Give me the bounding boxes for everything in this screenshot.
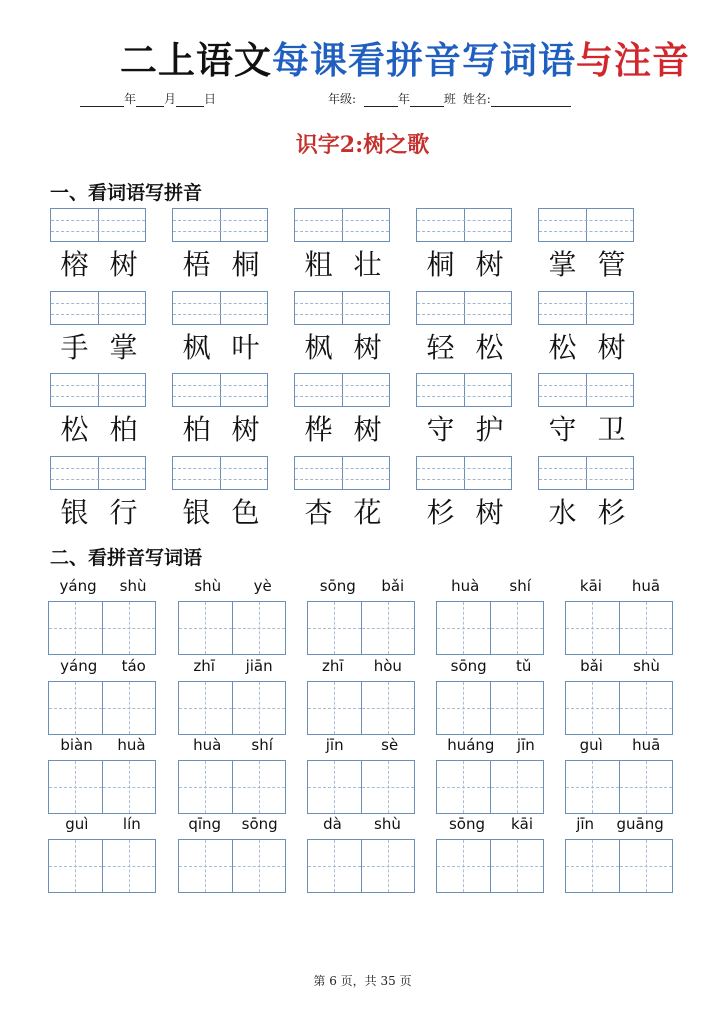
hanzi-word [172,331,270,365]
name-label: 姓名: [462,92,491,106]
character-cell[interactable] [490,602,544,654]
word-item [172,456,270,529]
pinyin-syllable: táo [121,657,146,675]
character-writing-grid [565,760,673,814]
pinyin-syllable: lín [122,815,141,833]
title-part2: 每课看拼音写词语 [272,39,576,82]
character-writing-grid [178,601,286,655]
pinyin-syllable: huā [632,736,661,754]
character-cell[interactable] [437,682,490,734]
pinyin-syllable: guì [65,815,89,833]
character-cell[interactable] [361,840,415,892]
hanzi-char: 粗 [304,248,333,281]
class-blank[interactable] [410,94,444,107]
pinyin-syllable: guāng [616,815,664,833]
word-item [50,291,148,364]
character-cell[interactable] [49,840,102,892]
pinyin-writing-box[interactable] [416,373,512,407]
pinyin-word [565,577,675,597]
hanzi-char: 杉 [426,496,455,529]
character-cell[interactable] [437,840,490,892]
word-item [538,373,636,446]
pinyin-writing-box[interactable] [416,456,512,490]
character-cell[interactable] [179,682,232,734]
pinyin-word [48,577,158,597]
character-cell[interactable] [102,682,156,734]
grade-class-name-field [328,90,571,107]
character-cell[interactable] [179,602,232,654]
word-item [294,208,392,281]
hanzi-char: 轻 [426,331,455,364]
hanzi-char: 叶 [231,331,260,364]
pinyin-word [307,577,417,597]
word-item [538,456,636,529]
hanzi-char: 管 [597,248,626,281]
pinyin-syllable: shù [633,657,660,675]
pinyin-word [307,736,417,756]
hanzi-word [50,496,148,530]
page-footer: 第 6 页，共 35 页 [313,974,412,988]
hanzi-char: 杉 [597,496,626,529]
pinyin-writing-box[interactable] [50,373,146,407]
pinyin-word [48,815,158,835]
character-cell[interactable] [619,602,673,654]
character-writing-grid [48,681,156,735]
pinyin-syllable: yè [253,577,272,595]
character-writing-grid [307,601,415,655]
student-info-line [80,90,680,112]
word-item [416,208,514,281]
hanzi-word [172,248,270,282]
character-writing-grid [48,601,156,655]
character-writing-grid [48,760,156,814]
hanzi-char: 掌 [109,331,138,364]
hanzi-word [294,496,392,530]
character-cell[interactable] [566,602,619,654]
pinyin-syllable: jiān [245,657,273,675]
pinyin-writing-box[interactable] [416,291,512,325]
grade-blank[interactable] [364,94,398,107]
hanzi-char: 树 [475,248,504,281]
pinyin-syllable: huà [117,736,146,754]
pinyin-syllable: shí [251,736,273,754]
character-writing-grid [565,601,673,655]
character-writing-grid [436,839,544,893]
pinyin-syllable: tǔ [515,657,532,675]
character-cell[interactable] [490,682,544,734]
hanzi-char: 柏 [182,413,211,446]
pinyin-syllable: shù [119,577,147,595]
word-item [416,456,514,529]
character-cell[interactable] [308,682,361,734]
grade-label: 年级: [328,92,357,106]
title-part1: 二上语文 [120,39,272,82]
hanzi-word [538,413,636,447]
hanzi-char: 桦 [304,413,333,446]
character-cell[interactable] [566,682,619,734]
pinyin-syllable: qīng [188,815,222,833]
character-writing-grid [178,760,286,814]
pinyin-word [565,736,675,756]
hanzi-word [538,248,636,282]
character-cell[interactable] [619,761,673,813]
hanzi-word [172,413,270,447]
hanzi-word [50,331,148,365]
hanzi-char: 梧 [182,248,211,281]
hanzi-char: 护 [475,413,504,446]
hanzi-char: 树 [231,413,260,446]
hanzi-char: 松 [548,331,577,364]
date-year-label: 年 [124,92,137,106]
hanzi-word [172,496,270,530]
hanzi-char: 榕 [60,248,89,281]
character-cell[interactable] [308,761,361,813]
pinyin-word [178,577,288,597]
word-item [172,208,270,281]
hanzi-word [416,496,514,530]
hanzi-word [416,331,514,365]
pinyin-word [436,577,546,597]
title-part3: 与注音 [576,39,690,82]
pinyin-word [48,657,158,677]
character-cell[interactable] [179,840,232,892]
word-item [294,291,392,364]
pinyin-writing-box[interactable] [172,291,268,325]
character-writing-grid [48,839,156,893]
pinyin-syllable: jīn [576,815,595,833]
character-cell[interactable] [232,761,286,813]
character-writing-grid [436,601,544,655]
hanzi-char: 松 [475,331,504,364]
word-item [294,456,392,529]
word-item [416,373,514,446]
hanzi-char: 手 [60,331,89,364]
pinyin-syllable: jīn [325,736,344,754]
character-cell[interactable] [619,840,673,892]
hanzi-word [294,413,392,447]
pinyin-writing-box[interactable] [50,208,146,242]
character-cell[interactable] [102,761,156,813]
character-cell[interactable] [49,682,102,734]
pinyin-syllable: guì [579,736,603,754]
pinyin-writing-box[interactable] [294,373,390,407]
pinyin-word [307,815,417,835]
pinyin-syllable: shí [509,577,531,595]
hanzi-char: 银 [182,496,211,529]
character-cell[interactable] [619,682,673,734]
hanzi-char: 枫 [304,331,333,364]
hanzi-word [50,248,148,282]
pinyin-writing-box[interactable] [416,208,512,242]
pinyin-writing-box[interactable] [538,208,634,242]
class-label: 班 [443,92,456,106]
pinyin-syllable: kāi [579,577,602,595]
date-month-blank[interactable] [136,94,164,107]
pinyin-syllable: sōng [448,815,485,833]
word-item [538,291,636,364]
pinyin-word [178,657,288,677]
hanzi-char: 枫 [182,331,211,364]
character-cell[interactable] [102,840,156,892]
pinyin-writing-box[interactable] [538,373,634,407]
pinyin-word [565,657,675,677]
hanzi-char: 壮 [353,248,382,281]
pinyin-syllable: huà [193,736,222,754]
character-cell[interactable] [308,840,361,892]
character-writing-grid [565,839,673,893]
pinyin-syllable: kāi [510,815,533,833]
character-cell[interactable] [49,602,102,654]
hanzi-char: 树 [353,413,382,446]
character-writing-grid [565,681,673,735]
pinyin-writing-box[interactable] [538,456,634,490]
pinyin-writing-box[interactable] [294,291,390,325]
pinyin-word [178,815,288,835]
character-cell[interactable] [437,602,490,654]
hanzi-char: 色 [231,496,260,529]
character-cell[interactable] [102,602,156,654]
pinyin-word [436,815,546,835]
hanzi-char: 松 [60,413,89,446]
character-cell[interactable] [437,761,490,813]
pinyin-word [178,736,288,756]
character-cell[interactable] [490,840,544,892]
character-cell[interactable] [361,602,415,654]
hanzi-char: 柏 [109,413,138,446]
hanzi-word [50,413,148,447]
name-blank[interactable] [491,94,571,107]
character-writing-grid [436,681,544,735]
hanzi-char: 树 [353,331,382,364]
section1-title: 一、看词语写拼音 [50,182,203,204]
pinyin-syllable: shù [194,577,222,595]
hanzi-char: 守 [548,413,577,446]
hanzi-char: 树 [109,248,138,281]
pinyin-syllable: yáng [59,577,97,595]
pinyin-word [436,736,546,756]
word-item [50,208,148,281]
pinyin-syllable: biàn [60,736,93,754]
pinyin-syllable: sōng [319,577,356,595]
pinyin-syllable: huáng [447,736,495,754]
pinyin-word [565,815,675,835]
hanzi-word [416,248,514,282]
pinyin-syllable: bǎi [381,577,405,595]
character-cell[interactable] [232,840,286,892]
character-writing-grid [307,839,415,893]
character-cell[interactable] [49,761,102,813]
hanzi-char: 桐 [231,248,260,281]
pinyin-syllable: huà [451,577,480,595]
pinyin-syllable: yáng [60,657,98,675]
date-month-label: 月 [164,92,177,106]
pinyin-word [307,657,417,677]
hanzi-word [294,331,392,365]
hanzi-char: 卫 [597,413,626,446]
character-writing-grid [307,681,415,735]
grade-year-label: 年 [397,92,410,106]
pinyin-syllable: sōng [241,815,278,833]
character-writing-grid [178,839,286,893]
hanzi-word [416,413,514,447]
pinyin-syllable: zhī [193,657,215,675]
pinyin-word [436,657,546,677]
word-item [416,291,514,364]
character-cell[interactable] [232,602,286,654]
pinyin-syllable: sè [381,736,399,754]
date-field [80,90,216,107]
word-item [172,291,270,364]
date-day-blank[interactable] [176,94,204,107]
character-writing-grid [307,760,415,814]
pinyin-syllable: jīn [516,736,535,754]
hanzi-word [538,496,636,530]
word-item [538,208,636,281]
character-cell[interactable] [361,682,415,734]
pinyin-syllable: huā [631,577,661,595]
character-cell[interactable] [308,602,361,654]
hanzi-char: 桐 [426,248,455,281]
pinyin-writing-box[interactable] [538,291,634,325]
character-writing-grid [436,760,544,814]
section2-title: 二、看拼音写词语 [50,547,203,569]
pinyin-writing-box[interactable] [172,456,268,490]
pinyin-writing-box[interactable] [50,456,146,490]
character-cell[interactable] [566,840,619,892]
character-cell[interactable] [232,682,286,734]
hanzi-char: 花 [353,496,382,529]
character-writing-grid [178,681,286,735]
pinyin-syllable: hòu [373,657,402,675]
pinyin-writing-box[interactable] [294,456,390,490]
character-cell[interactable] [361,761,415,813]
hanzi-char: 银 [60,496,89,529]
pinyin-writing-box[interactable] [172,208,268,242]
hanzi-char: 掌 [548,248,577,281]
lesson-title: 识字2:树之歌 [295,132,430,158]
pinyin-syllable: bǎi [580,657,603,675]
pinyin-word [48,736,158,756]
hanzi-char: 树 [475,496,504,529]
pinyin-writing-box[interactable] [50,291,146,325]
hanzi-char: 杏 [304,496,333,529]
pinyin-syllable: sōng [450,657,487,675]
page-title [120,30,690,84]
pinyin-syllable: zhī [322,657,344,675]
character-cell[interactable] [179,761,232,813]
pinyin-writing-box[interactable] [294,208,390,242]
character-cell[interactable] [566,761,619,813]
pinyin-syllable: dà [323,815,342,833]
pinyin-syllable: shù [374,815,401,833]
hanzi-word [294,248,392,282]
hanzi-char: 守 [426,413,455,446]
word-item [50,456,148,529]
date-year-blank[interactable] [80,94,124,107]
hanzi-char: 树 [597,331,626,364]
character-cell[interactable] [490,761,544,813]
hanzi-word [538,331,636,365]
hanzi-char: 水 [548,496,577,529]
word-item [172,373,270,446]
word-item [294,373,392,446]
word-item [50,373,148,446]
date-day-label: 日 [204,92,217,106]
pinyin-writing-box[interactable] [172,373,268,407]
hanzi-char: 行 [109,496,138,529]
